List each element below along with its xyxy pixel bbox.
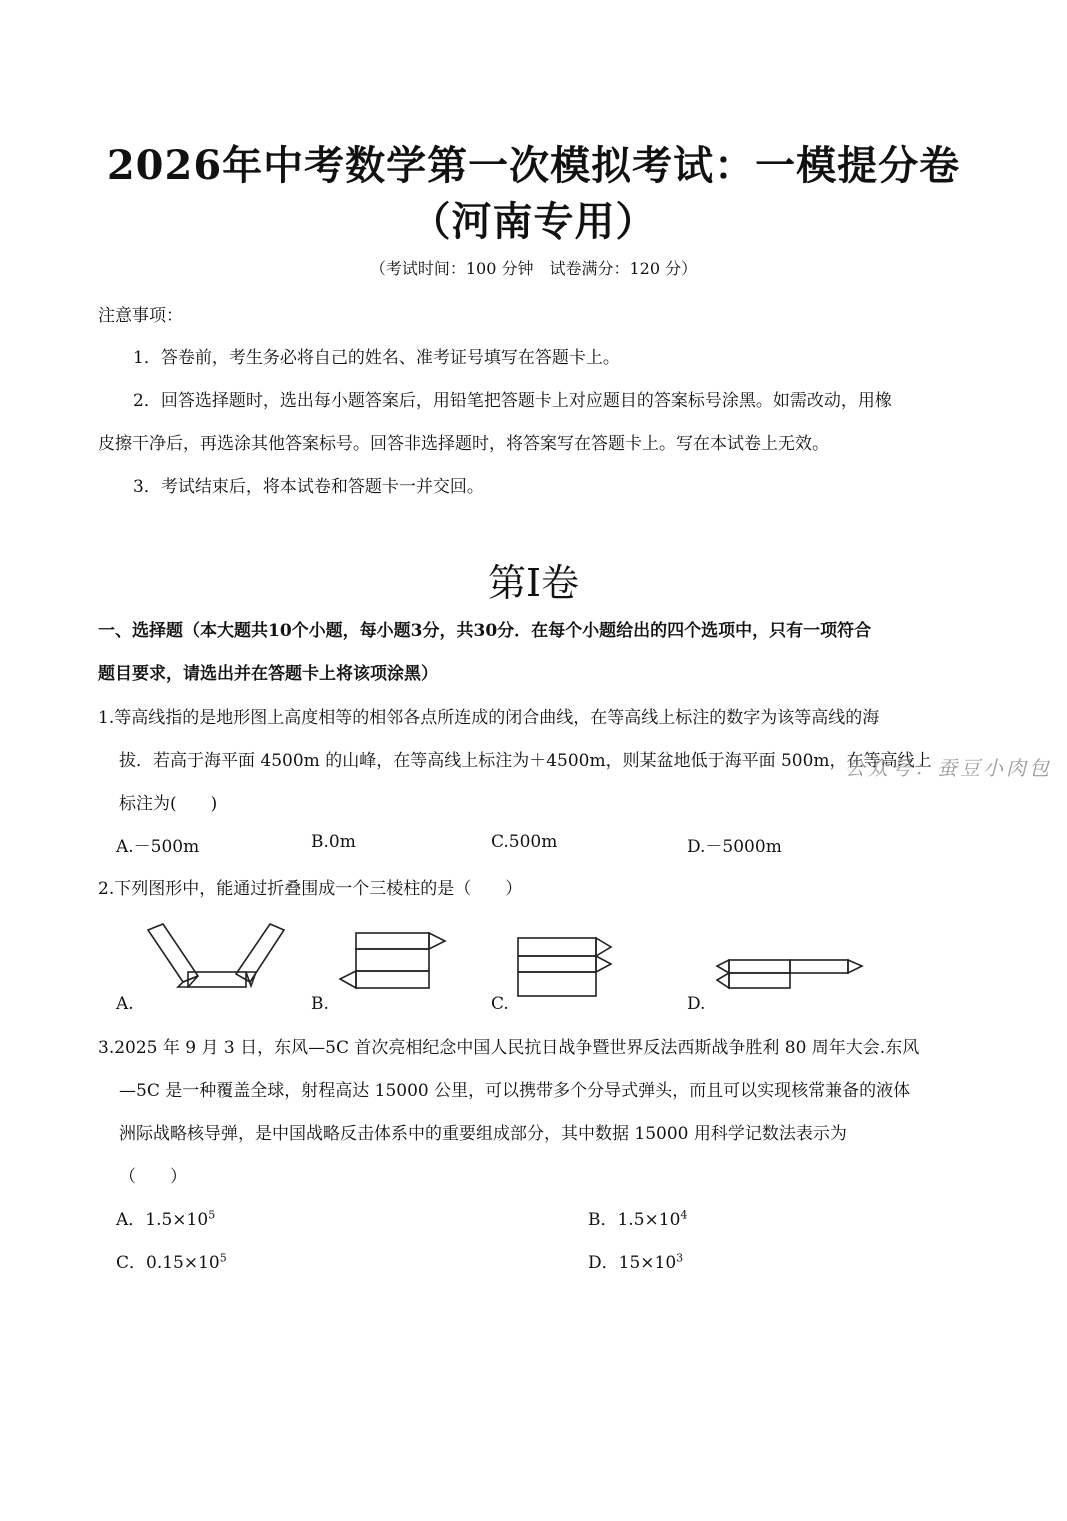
q1-stem-line2: 拔．若高于海平面 4500m 的山峰，在等高线上标注为＋4500m，则某盆地低于海平面 500m，在等高线上 — [119, 751, 932, 771]
volume-title: 第I卷 — [487, 561, 579, 605]
q2-label-a: A. — [116, 994, 134, 1014]
watermark: 公众号：蚕豆小肉包 — [845, 756, 1052, 780]
notice-heading: 注意事项： — [98, 306, 183, 326]
q2-label-b: B. — [311, 994, 329, 1014]
q3-stem-line4: （ ） — [119, 1167, 187, 1187]
section-heading-line1: 一、选择题（本大题共10个小题，每小题3分，共30分．在每个小题给出的四个选项中，只有一项符合 — [98, 621, 872, 641]
notice-item-2-line2: 皮擦干净后，再选涂其他答案标号。回答非选择题时，将答案写在答题卡上。写在本试卷上无效。 — [98, 434, 829, 454]
q3-stem-line3: 洲际战略核导弹，是中国战略反击体系中的重要组成部分，其中数据 15000 用科学记数法表示为 — [119, 1124, 847, 1144]
q3-option-c — [116, 1248, 227, 1273]
notice-item-1: 1．答卷前，考生务必将自己的姓名、准考证号填写在答题卡上。 — [133, 348, 620, 368]
q3-option-d-base: D．15×10 — [588, 1253, 677, 1273]
q2-net-figures — [0, 910, 1067, 1010]
q2-label-c: C. — [491, 994, 509, 1014]
q3-option-c-base: C．0.15×10 — [116, 1253, 220, 1273]
q3-stem-line1: 3.2025 年 9 月 3 日，东风—5C 首次亮相纪念中国人民抗日战争暨世界反法西斯战争胜利 80 周年大会.东风 — [98, 1038, 920, 1058]
q1-option-d: D.－5000m — [687, 837, 782, 857]
q2-figure-b — [340, 933, 445, 988]
q1-option-a: A.－500m — [116, 837, 200, 857]
q2-figure-a — [148, 924, 284, 987]
q3-option-b-exponent: 4 — [680, 1208, 688, 1222]
q3-option-d-exponent: 3 — [676, 1251, 684, 1265]
exam-info: （考试时间：100 分钟 试卷满分：120 分） — [369, 259, 698, 278]
q1-stem-line3: 标注为( ) — [119, 794, 218, 814]
q3-option-a-exponent: 5 — [208, 1208, 216, 1222]
q3-option-c-exponent: 5 — [219, 1251, 227, 1265]
notice-item-2-line1: 2．回答选择题时，选出每小题答案后，用铅笔把答题卡上对应题目的答案标号涂黑。如需改动，用橡 — [133, 391, 892, 411]
section-heading-line2: 题目要求，请选出并在答题卡上将该项涂黑） — [98, 664, 438, 684]
q3-option-b — [588, 1205, 687, 1230]
q3-option-b-base: B．1.5×10 — [588, 1210, 681, 1230]
q1-option-c: C.500m — [491, 832, 558, 852]
q1-stem-line1: 1.等高线指的是地形图上高度相等的相邻各点所连成的闭合曲线，在等高线上标注的数字为该等高线的海 — [98, 708, 880, 728]
q1-option-b: B.0m — [311, 832, 356, 852]
q2-figure-d — [717, 960, 862, 988]
q2-label-d: D. — [687, 994, 706, 1014]
q2-figure-c — [518, 938, 611, 996]
exam-title-line1: 2026年中考数学第一次模拟考试：一模提分卷 — [106, 142, 961, 189]
notice-item-3: 3．考试结束后，将本试卷和答题卡一并交回。 — [133, 477, 484, 497]
q3-stem-line2: —5C 是一种覆盖全球，射程高达 15000 公里，可以携带多个分导式弹头，而且可以实现核常兼备的液体 — [119, 1081, 911, 1101]
q2-stem: 2.下列图形中，能通过折叠围成一个三棱柱的是（ ） — [98, 879, 523, 899]
q3-option-d — [588, 1248, 683, 1273]
q3-option-a — [116, 1205, 215, 1230]
exam-title-line2: （河南专用） — [410, 198, 657, 245]
q3-option-a-base: A．1.5×10 — [116, 1210, 209, 1230]
